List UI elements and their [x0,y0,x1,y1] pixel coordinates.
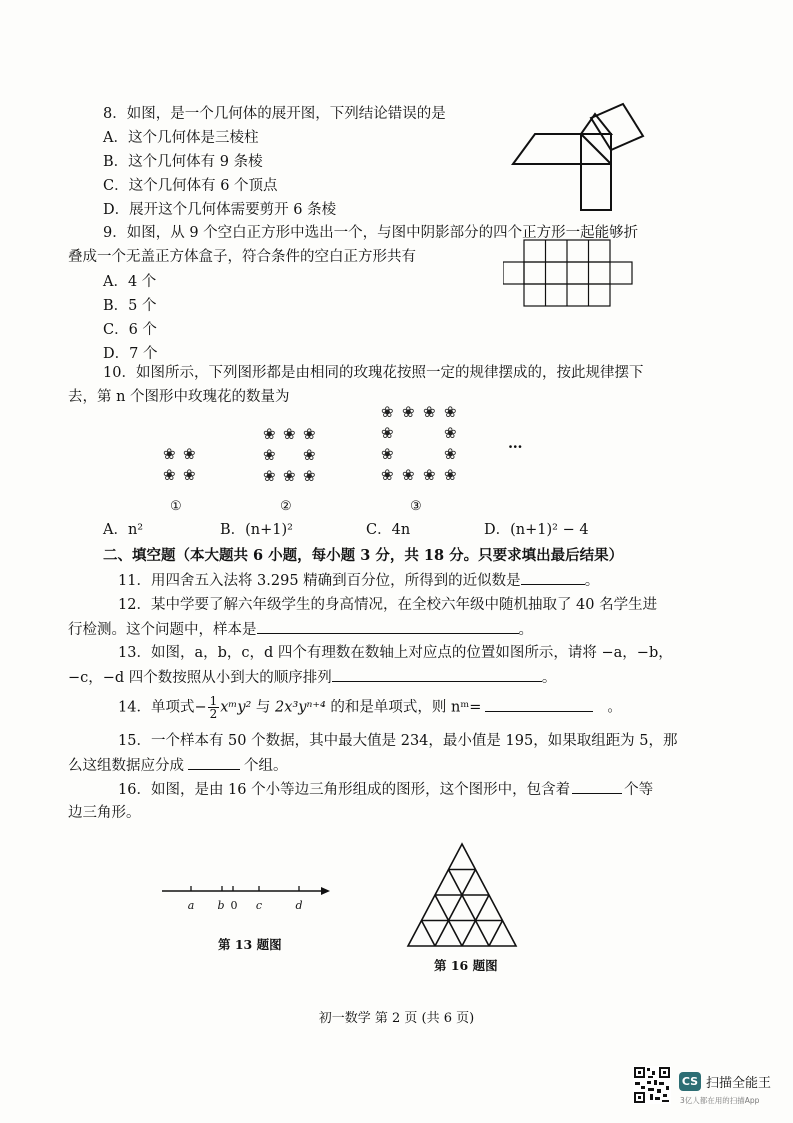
q15-line2 [68,755,288,776]
rose-icon: ❀ [283,467,296,485]
q11-text: 11．用四舍五入法将 3.295 精确到百分位，所得到的近似数是 [118,573,521,589]
q8-option-a: A．这个几何体是三棱柱 [103,130,259,146]
q11-blank [521,570,585,585]
figure-3-label: ③ [410,499,422,514]
q11-end: 。 [584,573,600,589]
ellipsis: … [508,435,523,452]
rose-icon: ❀ [402,466,415,484]
q12-line2 [68,619,533,640]
q14-mid: 与 [251,699,276,716]
number-line-figure [158,880,336,914]
camscanner-tagline: 3亿人都在用的扫描App [680,1096,760,1105]
figure-1-label: ① [170,499,182,514]
rose-icon: ❀ [423,466,436,484]
q14-suffix: 的和是单项式，则 nᵐ= [325,699,482,716]
q14 [118,695,622,720]
q13-blank [332,667,542,682]
rose-icon: ❀ [381,403,394,421]
rose-icon: ❀ [444,403,457,421]
rose-icon: ❀ [183,466,196,484]
q15-line1: 15．一个样本有 50 个数据，其中最大值是 234，最小值是 195，如果取组距为 5，那 [118,733,678,749]
q12-line1: 12．某中学要了解六年级学生的身高情况，在全校六年级中随机抽取了 40 名学生进 [118,597,658,613]
numberline-label-b: b [217,899,225,912]
rose-icon: ❀ [423,403,436,421]
q15-blank [188,755,240,770]
q14-blank [485,697,593,712]
q14-frac-num: 1 [209,694,218,708]
qr-code-icon [633,1066,671,1104]
q9-stem-line1: 9．如图，从 9 个空白正方形中选出一个，与图中阴影部分的四个正方形一起能够折 [103,225,639,241]
rose-icon: ❀ [303,425,316,443]
q13-end: 。 [541,670,557,686]
triangle-grid-figure [405,842,521,948]
page-footer: 初一数学 第 2 页 (共 6 页) [318,1011,475,1026]
q13-line2 [68,667,556,688]
q13-line1: 13．如图，a，b，c，d 四个有理数在数轴上对应点的位置如图所示，请将 −a，−b， [118,645,673,661]
rose-icon: ❀ [263,467,276,485]
q10-stem-line1: 10．如图所示，下列图形都是由相同的玫瑰花按照一定的规律摆成的，按此规律摆下 [103,365,644,381]
rose-icon: ❀ [303,467,316,485]
q16-line2: 边三角形。 [68,805,141,821]
box-net-grid-figure [503,238,637,318]
q14-mono2: 2x³yⁿ⁺⁴ [275,699,326,716]
q15-text-a: 么这组数据应分成 [68,758,184,774]
q8-option-c: C．这个几何体有 6 个顶点 [103,178,278,194]
q10-option-c: C．4n [366,522,411,538]
q14-end: 。 [607,699,622,716]
q14-prefix: 14．单项式 [118,699,195,716]
q16-text-b: 个等 [624,782,654,798]
rose-icon: ❀ [444,466,457,484]
q9-option-d: D．7 个 [103,346,158,362]
numberline-label-a: a [187,899,195,912]
q11 [118,570,599,591]
q13-text: −c，−d 四个数按照从小到大的顺序排列 [68,670,332,686]
q8-option-d: D．展开这个几何体需要剪开 6 条棱 [103,202,337,218]
q8-stem: 8．如图，是一个几何体的展开图，下列结论错误的是 [103,106,446,122]
rose-icon: ❀ [303,446,316,464]
rose-icon: ❀ [381,445,394,463]
q12-text: 行检测。这个问题中，样本是 [68,622,257,638]
q8-option-b: B．这个几何体有 9 条棱 [103,154,263,170]
rose-icon: ❀ [402,403,415,421]
q14-mono1: xᵐy² [220,699,252,716]
rose-icon: ❀ [263,446,276,464]
rose-icon: ❀ [283,425,296,443]
figure-2-label: ② [280,499,292,514]
q16-text-a: 16．如图，是由 16 个小等边三角形组成的图形，这个图形中，包含着 [118,782,571,798]
q10-option-a: A．n² [103,522,144,538]
prism-net-figure [505,98,665,218]
q10-option-d: D．(n+1)² − 4 [484,522,589,538]
camscanner-logo: CS [679,1072,701,1091]
q14-fraction [208,695,220,720]
camscanner-name: 扫描全能王 [706,1076,772,1091]
q10-option-b: B．(n+1)² [220,522,293,538]
rose-icon: ❀ [163,445,176,463]
q10-stem-line2: 去，第 n 个图形中玫瑰花的数量为 [68,389,290,405]
numberline-label-0: 0 [230,899,238,912]
caption-figure-13: 第 13 题图 [218,937,282,952]
rose-icon: ❀ [381,424,394,442]
q9-option-b: B．5 个 [103,298,157,314]
q12-end: 。 [518,622,533,638]
rose-icon: ❀ [381,466,394,484]
rose-icon: ❀ [183,445,196,463]
q14-frac-den: 2 [209,707,218,721]
q9-option-a: A．4 个 [103,274,157,290]
numberline-label-d: d [295,899,303,912]
q16-blank [572,779,622,794]
rose-icon: ❀ [163,466,176,484]
rose-icon: ❀ [444,445,457,463]
q12-blank [257,619,519,634]
caption-figure-16: 第 16 题图 [434,958,498,973]
q9-option-c: C．6 个 [103,322,157,338]
rose-icon: ❀ [444,424,457,442]
section-2-title: 二、填空题（本大题共 6 小题，每小题 3 分，共 18 分。只要求填出最后结果） [103,547,624,564]
numberline-label-c: c [255,899,263,912]
q15-text-b: 个组。 [244,758,288,774]
rose-icon: ❀ [263,425,276,443]
q16-line1 [118,779,653,800]
q9-stem-line2: 叠成一个无盖正方体盒子，符合条件的空白正方形共有 [68,249,416,265]
q14-minus: − [194,699,207,716]
